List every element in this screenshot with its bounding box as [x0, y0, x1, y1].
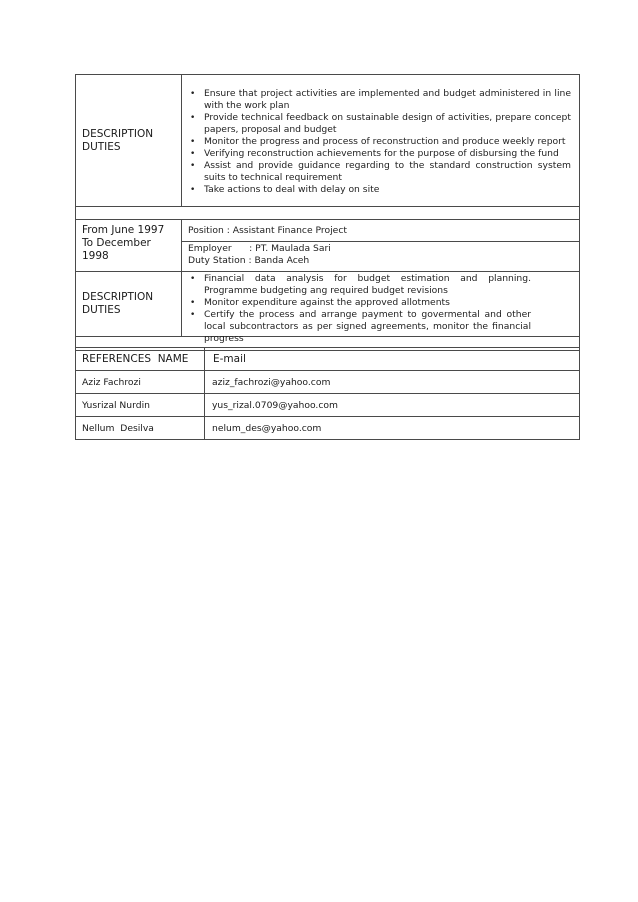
reference-name: Yusrizal Nurdin	[76, 394, 205, 416]
experience-table	[75, 74, 580, 351]
reference-name: Nellum Desilva	[76, 417, 205, 439]
duty-item: • Take actions to deal with delay on site	[188, 184, 571, 196]
references-table	[75, 347, 580, 440]
job-row	[76, 220, 579, 272]
table-row	[76, 394, 579, 417]
spacer-row	[76, 207, 579, 220]
label-line: DUTIES	[82, 140, 121, 153]
duties-cell	[182, 272, 579, 344]
table-row	[76, 371, 579, 394]
duty-item: • Financial data analysis for budget estimation and planning. Programme budgeting ang required budget revisions	[188, 273, 531, 297]
references-email-header: E-mail	[213, 353, 246, 365]
references-header-row	[76, 348, 579, 371]
period-label	[76, 220, 182, 271]
duty-station-text: Duty Station : Banda Aceh	[188, 255, 310, 266]
duties-cell	[182, 75, 579, 206]
duty-item: • Monitor expenditure against the approved allotments	[188, 297, 531, 309]
employer-text: Employer : PT. Maulada Sari	[188, 243, 331, 254]
period-line: 1998	[82, 250, 109, 262]
duties-list	[182, 88, 579, 196]
label-line: DUTIES	[82, 304, 121, 316]
description-duties-row-1	[76, 75, 579, 207]
position-text: Position : Assistant Finance Project	[182, 220, 579, 242]
duty-item: • Certify the process and arrange payment to govermental and other local subcontractors as per signed agreements, monitor the financial progress	[188, 309, 531, 345]
duty-item: • Provide technical feedback on sustainable design of activities, prepare concept papers, proposal and budget	[188, 112, 571, 136]
duty-item: • Ensure that project activities are implemented and budget administered in line with the work plan	[188, 88, 571, 112]
job-details-cell	[182, 220, 579, 271]
label-line: DESCRIPTION	[82, 127, 154, 140]
reference-email: yus_rizal.0709@yahoo.com	[212, 399, 338, 411]
description-duties-label	[76, 272, 182, 336]
description-duties-label	[76, 75, 182, 206]
duties-list	[182, 273, 579, 345]
duty-item: • Assist and provide guidance regarding to the standard construction system suits to technical requirement	[188, 160, 571, 184]
period-line: To December	[82, 237, 151, 249]
duty-item: • Verifying reconstruction achievements for the purpose of disbursing the fund	[188, 148, 571, 160]
reference-name: Aziz Fachrozi	[76, 371, 205, 393]
references-name-header: REFERENCES NAME	[76, 348, 205, 370]
duty-item: • Monitor the progress and process of reconstruction and produce weekly report	[188, 136, 571, 148]
label-line: DESCRIPTION	[82, 291, 154, 303]
table-row	[76, 417, 579, 439]
description-duties-row-2	[76, 272, 579, 344]
reference-email: aziz_fachrozi@yahoo.com	[212, 376, 331, 388]
period-line: From June 1997	[82, 224, 165, 236]
reference-email: nelum_des@yahoo.com	[212, 422, 322, 434]
